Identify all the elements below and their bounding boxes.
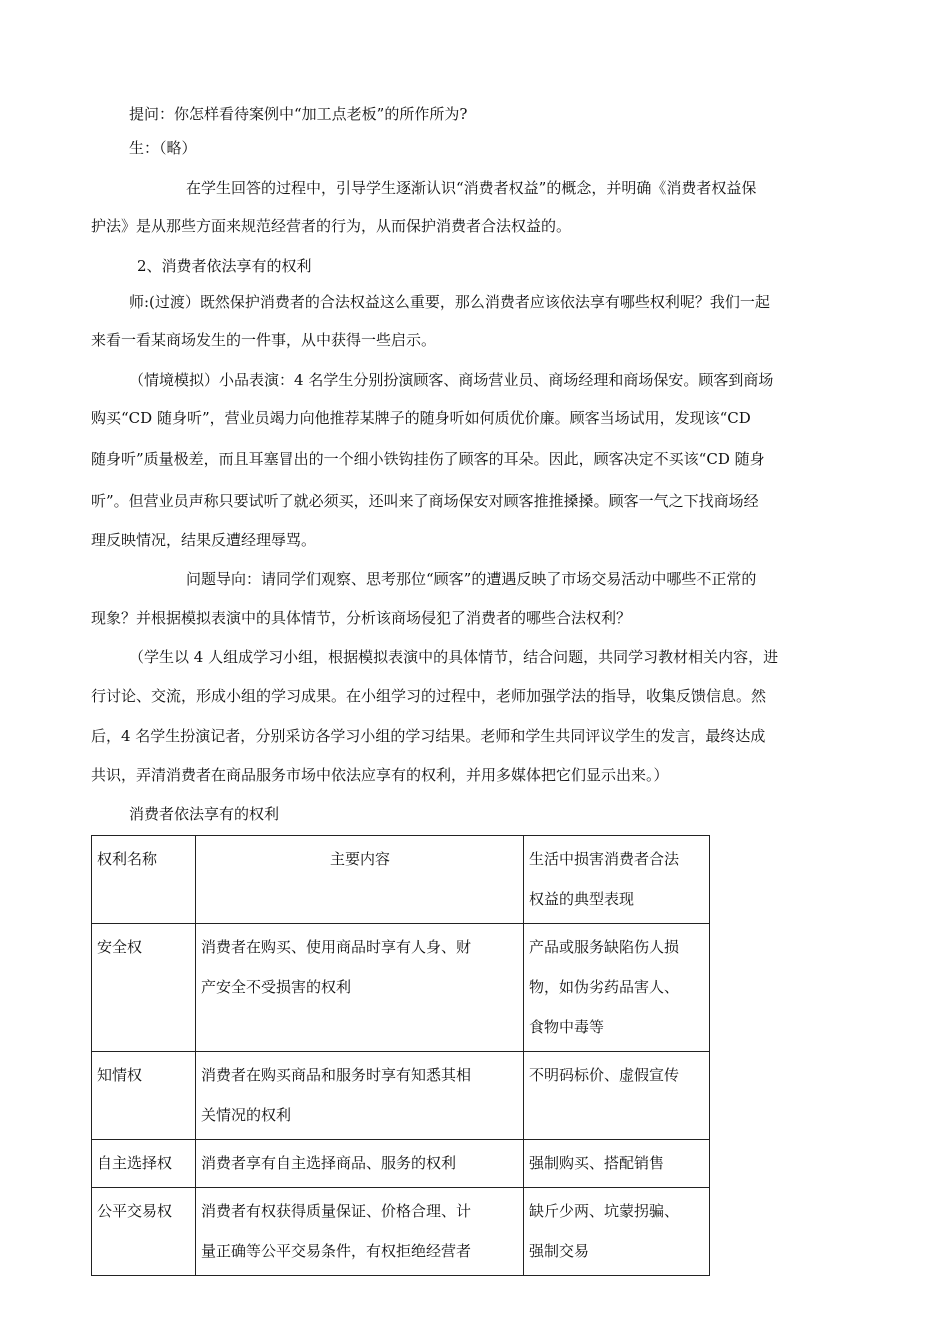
example-cell [524, 924, 710, 1052]
content-line: 消费者在购买、使用商品时享有人身、财 [201, 938, 472, 956]
consumer-rights-table [91, 835, 710, 1276]
example-line: 物，如伪劣药品害人、 [529, 978, 680, 996]
guidance-paragraph-line: 在学生回答的过程中，引导学生逐渐认识“消费者权益”的概念，并明确《消费者权益保 [186, 179, 757, 197]
scenario-paragraph-line: 随身听”质量极差，而且耳塞冒出的一个细小铁钩挂伤了顾客的耳朵。因此，顾客决定不买该“CD 随身 [91, 450, 765, 468]
content-line: 消费者享有自主选择商品、服务的权利 [201, 1154, 457, 1172]
example-line: 不明码标价、虚假宣传 [529, 1066, 680, 1084]
header-typical-cases [524, 836, 710, 924]
teacher-transition-line: 师:(过渡）既然保护消费者的合法权益这么重要，那么消费者应该依法享有哪些权利呢？我们一起 [129, 293, 770, 311]
table-row [92, 1140, 710, 1188]
example-cell [524, 1052, 710, 1140]
example-line: 强制交易 [529, 1242, 590, 1260]
guidance-paragraph-line: 护法》是从那些方面来规范经营者的行为，从而保护消费者合法权益的。 [91, 217, 572, 235]
problem-paragraph-line: 现象？并根据模拟表演中的具体情节，分析该商场侵犯了消费者的哪些合法权利？ [91, 609, 632, 627]
header-main-content: 主要内容 [196, 836, 524, 924]
content-line: 消费者有权获得质量保证、价格合理、计 [201, 1202, 472, 1220]
content-line: 产安全不受损害的权利 [201, 978, 352, 996]
scenario-paragraph-line: （情境模拟）小品表演：4 名学生分别扮演顾客、商场营业员、商场经理和商场保安。顾客到商场 [129, 371, 774, 389]
right-name-cell: 安全权 [92, 924, 196, 1052]
right-name-cell: 公平交易权 [92, 1188, 196, 1276]
header-typical-cases-line: 权益的典型表现 [529, 890, 635, 908]
scenario-paragraph-line: 听”。但营业员声称只要试听了就必须买，还叫来了商场保安对顾客推推搡搡。顾客一气之下找商场经 [91, 492, 759, 510]
header-right-name: 权利名称 [92, 836, 196, 924]
scenario-paragraph-line: 购买“CD 随身听”，营业员竭力向他推荐某牌子的随身听如何质优价廉。顾客当场试用，发现该“CD [91, 409, 751, 427]
group-study-line: 行讨论、交流，形成小组的学习成果。在小组学习的过程中，老师加强学法的指导，收集反馈信息。然 [91, 687, 767, 705]
example-line: 强制购买、搭配销售 [529, 1154, 665, 1172]
content-line: 消费者在购买商品和服务时享有知悉其相 [201, 1066, 472, 1084]
table-header-row [92, 836, 710, 924]
student-answer: 生：（略） [129, 139, 197, 157]
teacher-transition-line: 来看一看某商场发生的一件事，从中获得一些启示。 [91, 331, 437, 349]
table-title: 消费者依法享有的权利 [129, 805, 280, 823]
table-row [92, 924, 710, 1052]
question-paragraph: 提问：你怎样看待案例中“加工点老板”的所作所为? [129, 105, 468, 123]
content-cell [196, 924, 524, 1052]
example-line: 食物中毒等 [529, 1018, 605, 1036]
table-row [92, 1052, 710, 1140]
group-study-line: 后，4 名学生扮演记者，分别采访各学习小组的学习结果。老师和学生共同评议学生的发言，最终达成 [91, 727, 766, 745]
example-line: 缺斤少两、坑蒙拐骗、 [529, 1202, 680, 1220]
content-cell [196, 1188, 524, 1276]
example-cell [524, 1140, 710, 1188]
right-name-cell: 知情权 [92, 1052, 196, 1140]
example-line: 产品或服务缺陷伤人损 [529, 938, 680, 956]
section-heading: 2、消费者依法享有的权利 [137, 257, 312, 275]
content-line: 量正确等公平交易条件，有权拒绝经营者 [201, 1242, 472, 1260]
group-study-line: 共识，弄清消费者在商品服务市场中依法应享有的权利，并用多媒体把它们显示出来。） [91, 766, 669, 784]
right-name-cell: 自主选择权 [92, 1140, 196, 1188]
table-row [92, 1188, 710, 1276]
header-typical-cases-line: 生活中损害消费者合法 [529, 850, 680, 868]
content-cell [196, 1140, 524, 1188]
scenario-paragraph-line: 理反映情况，结果反遭经理辱骂。 [91, 531, 317, 549]
group-study-line: （学生以 4 人组成学习小组，根据模拟表演中的具体情节，结合问题，共同学习教材相关内容，进 [129, 648, 779, 666]
example-cell [524, 1188, 710, 1276]
problem-paragraph-line: 问题导向：请同学们观察、思考那位“顾客”的遭遇反映了市场交易活动中哪些不正常的 [186, 570, 757, 588]
content-cell [196, 1052, 524, 1140]
content-line: 关情况的权利 [201, 1106, 292, 1124]
